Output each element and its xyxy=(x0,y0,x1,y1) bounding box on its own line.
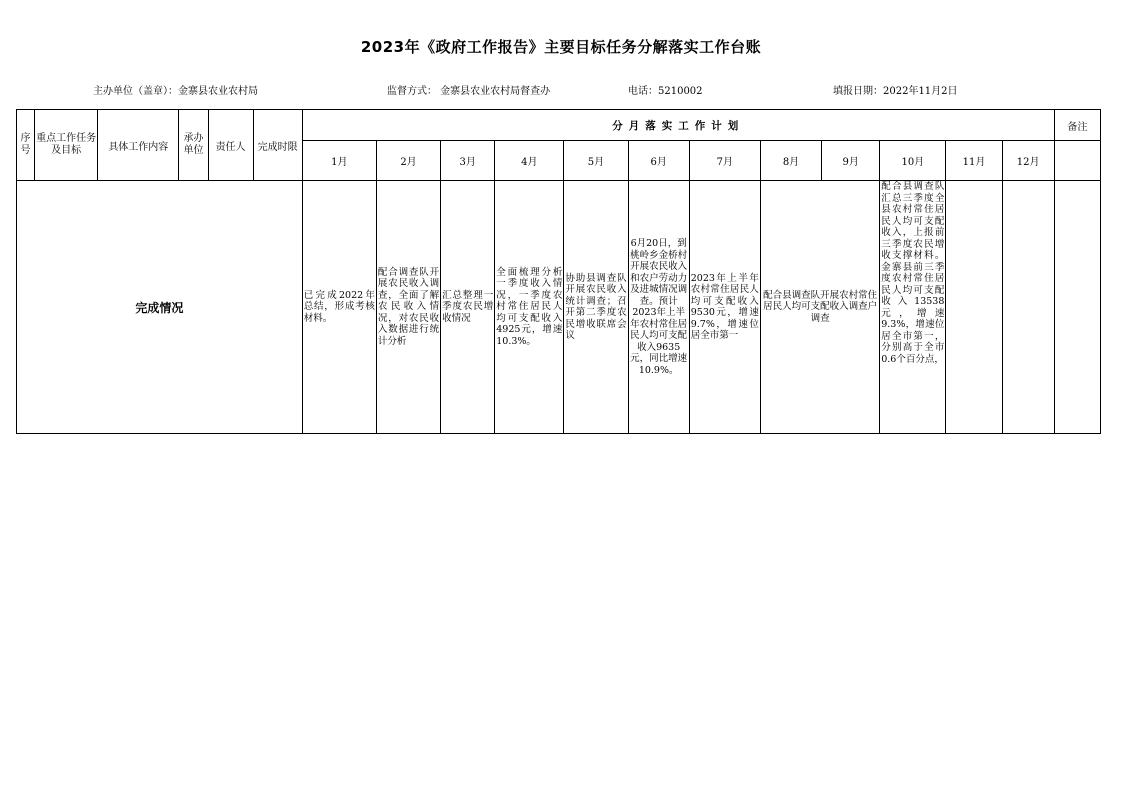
completion-label: 完成情况 xyxy=(17,181,303,434)
header-remarks-blank xyxy=(1054,141,1100,181)
header-deadline: 完成时限 xyxy=(253,110,302,181)
completion-row xyxy=(17,181,1101,434)
header-content: 具体工作内容 xyxy=(98,110,179,181)
header-person: 责任人 xyxy=(208,110,253,181)
header-month: 4月 xyxy=(495,141,564,181)
cell-may-text: 协助县调查队开展农民收入统计调查；召开第二季度农民增收联席会议 xyxy=(565,272,627,341)
header-unit: 承办单位 xyxy=(179,110,208,181)
header-seq: 序号 xyxy=(17,110,35,181)
header-month: 7月 xyxy=(689,141,760,181)
ledger-table xyxy=(16,109,1101,434)
header-month: 12月 xyxy=(1002,141,1054,181)
cell-remarks xyxy=(1054,181,1100,434)
cell-apr xyxy=(495,181,564,434)
cell-feb-text: 配合调查队开展农民收入调查，全面了解农民收入情况，对农民收入数据进行统计分析 xyxy=(377,266,440,347)
cell-jun-text: 6月20日，到桃岭乡金桥村开展农民收入和农户劳动力及进城情况调查。预计2023年上半年农村常住居民人均可支配收入9635元，同比增速10.9%。 xyxy=(630,238,688,376)
header-task: 重点工作任务及目标 xyxy=(35,110,98,181)
header-row-1 xyxy=(17,110,1101,141)
document-title: 2023年《政府工作报告》主要目标任务分解落实工作台账 xyxy=(360,38,762,56)
cell-jan xyxy=(302,181,376,434)
cell-jul xyxy=(689,181,760,434)
header-month: 10月 xyxy=(880,141,946,181)
cell-jan-text: 已完成2022年总结，形成考核材料。 xyxy=(303,289,375,324)
cell-oct xyxy=(880,181,946,434)
header-month: 11月 xyxy=(946,141,1002,181)
cell-oct-text: 配合县调查队汇总三季度全县农村常住居民人均可支配收入，上报前三季度农民增收支撑材料。金寨县前三季度农村常住居民人均可支配收入13538元，增速9.3%，增速位居全市第一，分别高于全市0.6个百分点， xyxy=(881,181,945,365)
header-month: 9月 xyxy=(822,141,880,181)
cell-jun xyxy=(628,181,689,434)
header-month: 3月 xyxy=(441,141,495,181)
organizer-info: 主办单位（盖章）：金寨县农业农村局 xyxy=(93,86,258,97)
header-month: 2月 xyxy=(376,141,440,181)
cell-mar xyxy=(441,181,495,434)
header-remarks: 备注 xyxy=(1054,110,1100,141)
cell-aug-sep-text: 配合县调查队开展农村常住居民人均可支配收入调查户调查 xyxy=(763,289,878,324)
header-month: 8月 xyxy=(760,141,821,181)
supervision-info: 监督方式： 金寨县农业农村局督查办 xyxy=(387,86,551,97)
cell-may xyxy=(564,181,628,434)
cell-mar-text: 汇总整理一季度农民增收情况 xyxy=(442,289,494,324)
cell-aug-sep xyxy=(760,181,879,434)
fill-date-info: 填报日期：2022年11月2日 xyxy=(833,86,958,97)
phone-info: 电话：5210002 xyxy=(628,86,703,97)
header-month: 1月 xyxy=(302,141,376,181)
cell-feb xyxy=(376,181,440,434)
cell-jul-text: 2023年上半年农村常住居民人均可支配收入9530元，增速9.7%，增速位居全市第一 xyxy=(690,272,759,341)
header-month: 5月 xyxy=(564,141,628,181)
cell-apr-text: 全面梳理分析一季度收入情况，一季度农村常住居民人均可支配收入4925元，增速10.3%。 xyxy=(496,266,563,347)
header-monthly-plan: 分月落实工作计划 xyxy=(302,110,1054,141)
cell-dec xyxy=(1002,181,1054,434)
header-month: 6月 xyxy=(628,141,689,181)
cell-nov xyxy=(946,181,1002,434)
